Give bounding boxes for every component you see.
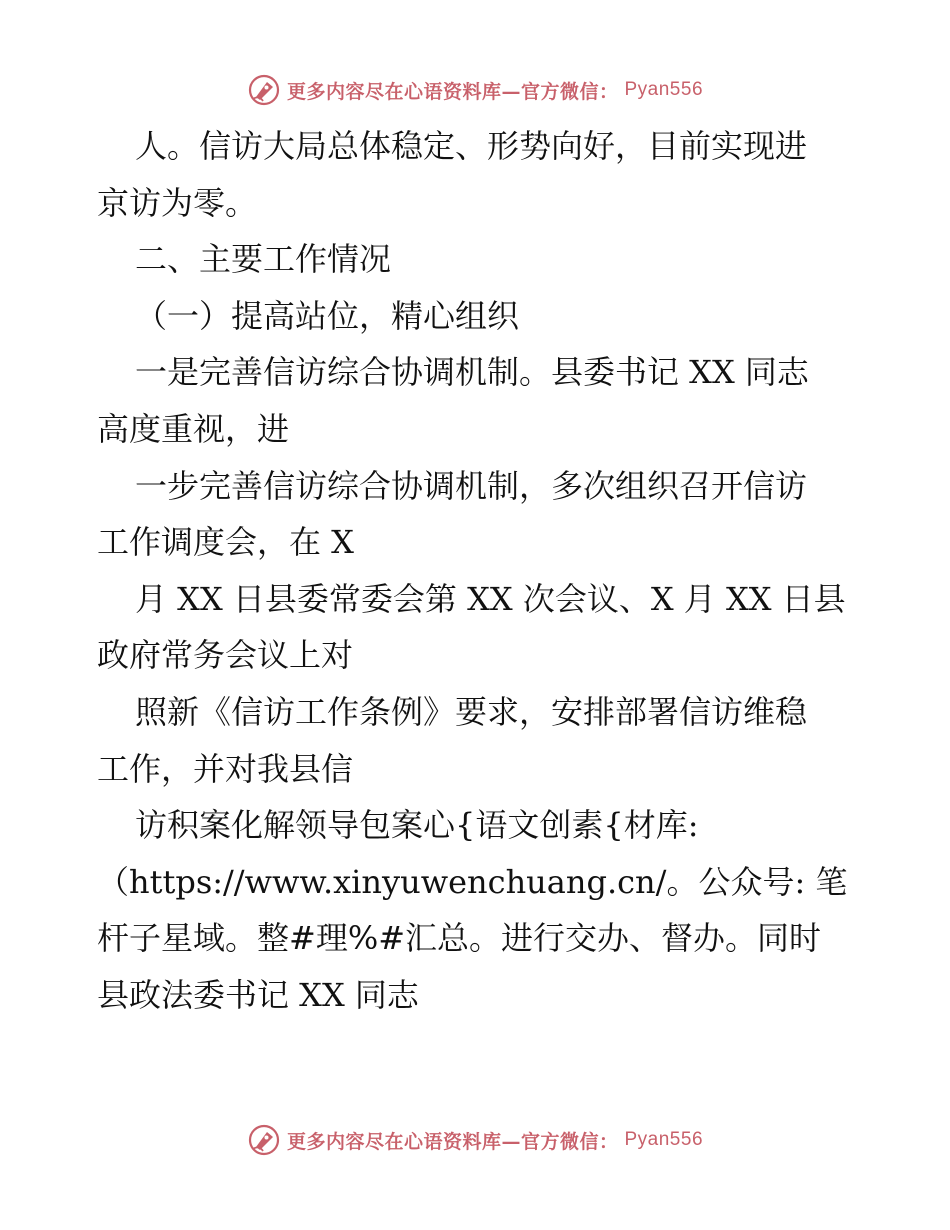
paragraph-line: 政府常务会议上对 xyxy=(97,636,354,675)
paragraph-line: 京访为零。 xyxy=(97,183,258,222)
paragraph-line: 工作调度会，在 X xyxy=(97,523,354,562)
pen-nib-logo-icon xyxy=(247,73,281,107)
section-heading: 二、主要工作情况 xyxy=(135,240,392,279)
paragraph-line: 访积案化解领导包案心{语文创素{材库: xyxy=(135,806,699,845)
paragraph-line: 工作，并对我县信 xyxy=(97,749,354,788)
banner-text: 更多内容尽在心语资料库—官方微信： xyxy=(286,1130,619,1153)
wechat-id: Pyan556 xyxy=(624,1129,704,1150)
paragraph-line: 县政法委书记 XX 同志 xyxy=(97,975,419,1014)
document-body xyxy=(97,118,857,1024)
wechat-id: Pyan556 xyxy=(624,79,704,100)
paragraph-line: 高度重视，进 xyxy=(97,409,290,448)
paragraph-line: 杆子星域。整#理%#汇总。进行交办、督办。同时 xyxy=(97,919,822,958)
paragraph-line: 人。信访大局总体稳定、形势向好，目前实现进 xyxy=(135,127,808,165)
paragraph-line: 一步完善信访综合协调机制，多次组织召开信访 xyxy=(135,466,808,505)
subsection-heading: （一）提高站位，精心组织 xyxy=(135,296,520,335)
pen-nib-logo-icon xyxy=(247,1123,281,1157)
footer-banner xyxy=(0,1120,950,1160)
header-banner xyxy=(0,70,950,110)
banner-text: 更多内容尽在心语资料库—官方微信： xyxy=(286,80,619,103)
paragraph-line: 照新《信访工作条例》要求，安排部署信访维稳 xyxy=(135,692,808,731)
paragraph-line: （https://www.xinyuwenchuang.cn/。公众号: 笔 xyxy=(97,862,848,901)
paragraph-line: 月 XX 日县委常委会第 XX 次会议、X 月 XX 日县 xyxy=(135,579,846,618)
paragraph-line: 一是完善信访综合协调机制。县委书记 XX 同志 xyxy=(135,353,809,392)
